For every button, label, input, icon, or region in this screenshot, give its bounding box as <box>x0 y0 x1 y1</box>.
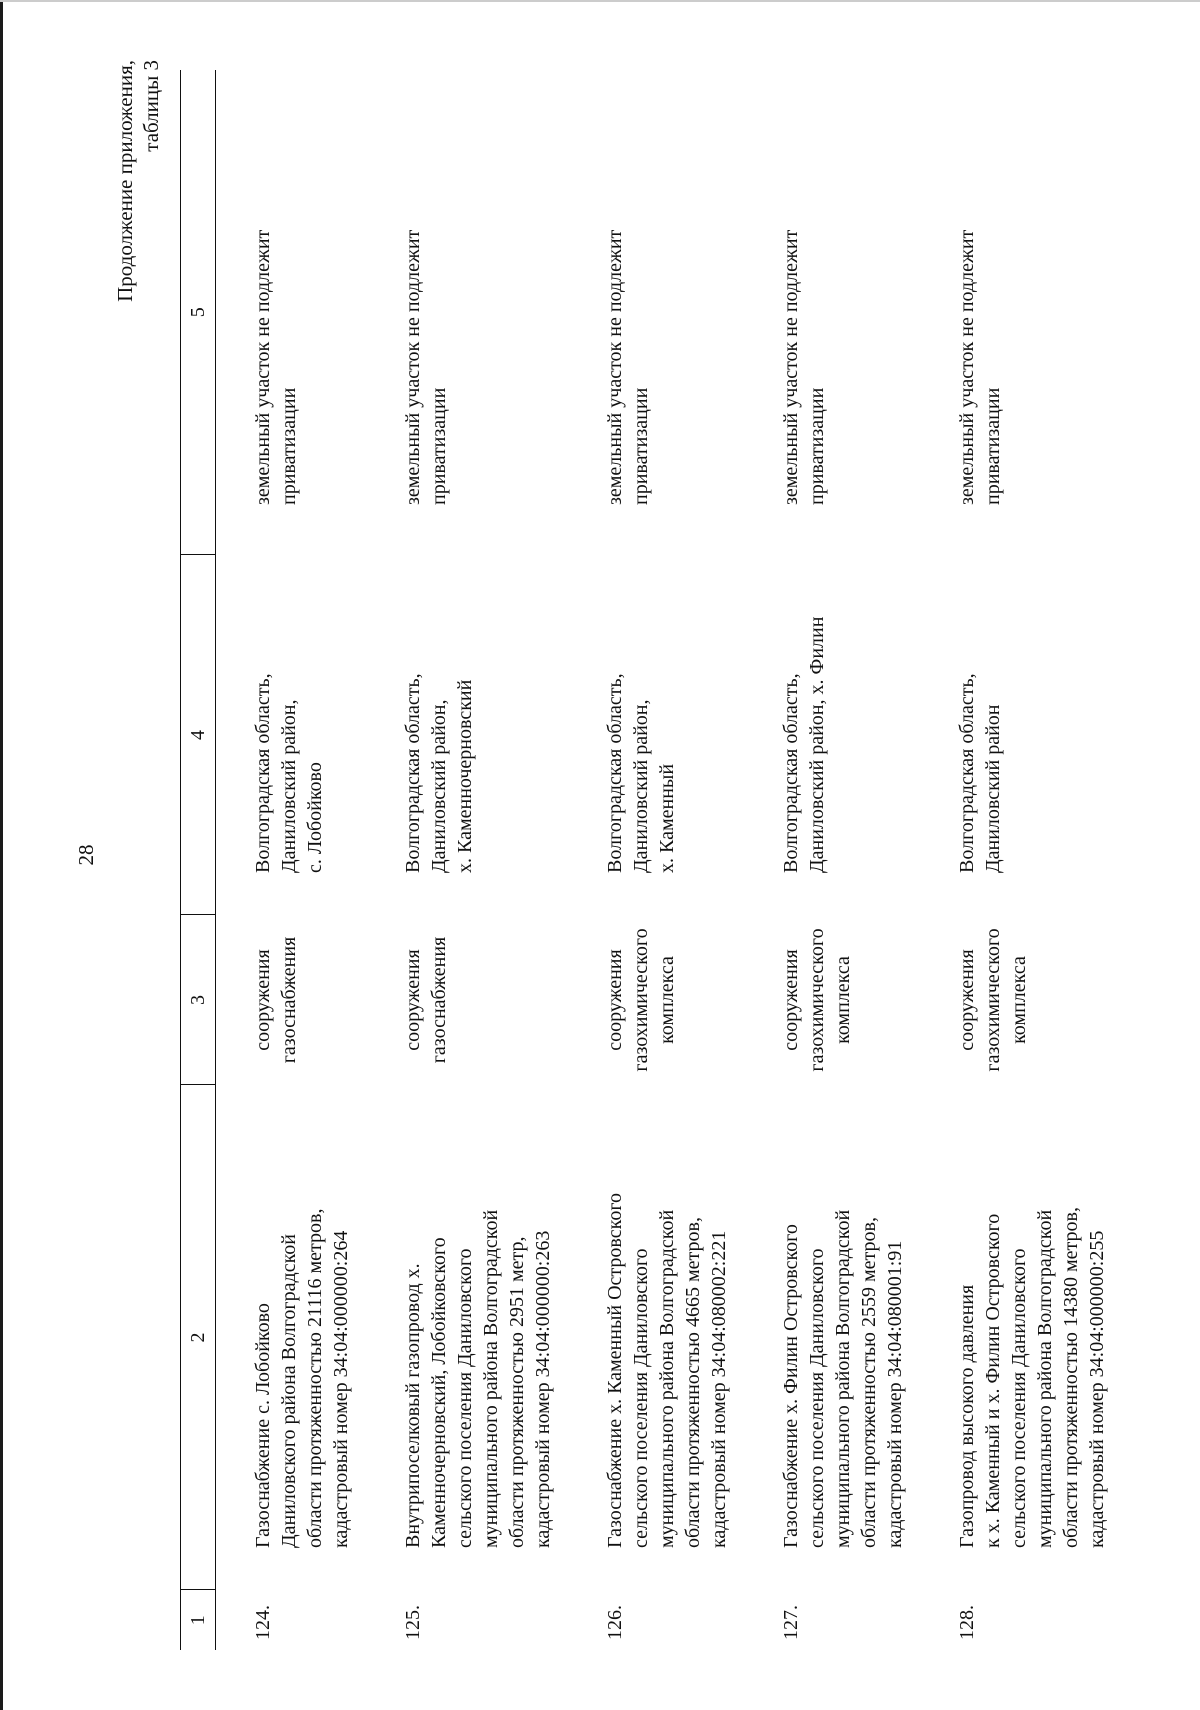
object-address: Волгоградская область, Даниловский район, х. Филин <box>780 616 828 873</box>
object-name: Газоснабжение х. Каменный Островского сельского поселения Даниловского муниципального района Волгоградской области протяженностью 4665 метров, кадастровый номер 34:04:080002:221 <box>604 1192 730 1548</box>
object-type: сооружения газохимического комплекса <box>604 928 678 1072</box>
header-col-2: 2 <box>181 1085 216 1590</box>
table-row <box>568 70 744 1650</box>
continuation-line-2: таблицы 3 <box>139 60 163 152</box>
row-number: 128. <box>956 1605 978 1640</box>
header-col-1: 1 <box>181 1590 216 1650</box>
land-note: земельный участок не подлежит приватизации <box>780 229 828 505</box>
object-address: Волгоградская область, Даниловский район, с. Лобойково <box>252 673 326 873</box>
table-header-row <box>181 70 216 1650</box>
object-address: Волгоградская область, Даниловский район, х. Каменный <box>604 673 678 873</box>
object-name: Газоснабжение с. Лобойково Даниловского района Волгоградской области протяженностью 21116 метров, кадастровый номер 34:04:000000:264 <box>252 1208 352 1548</box>
table-row <box>366 70 568 1650</box>
object-name: Внутрипоселковый газопровод х. Каменночерновский, Лобойковского сельского поселения Даниловского муниципального района Волгоградской области протяженностью 2951 метр, кадастровый номер 34:04:000000:263 <box>402 1209 554 1548</box>
object-type: сооружения газоснабжения <box>402 936 450 1064</box>
land-note: земельный участок не подлежит приватизации <box>252 229 300 505</box>
property-table <box>180 70 1122 1650</box>
row-number: 125. <box>402 1605 424 1640</box>
row-number: 126. <box>604 1605 626 1640</box>
row-number: 124. <box>252 1605 274 1640</box>
page-number: 28 <box>74 844 98 866</box>
object-type: сооружения газоснабжения <box>252 936 300 1064</box>
object-address: Волгоградская область, Даниловский район, х. Каменночерновский <box>402 673 476 873</box>
land-note: земельный участок не подлежит приватизации <box>604 229 652 505</box>
object-name: Газоснабжение х. Филин Островского сельского поселения Даниловского муниципального района Волгоградской области протяженностью 2559 метров, кадастровый номер 34:04:080001:91 <box>780 1209 906 1548</box>
row-number: 127. <box>780 1605 802 1640</box>
header-col-4: 4 <box>181 555 216 915</box>
land-note: земельный участок не подлежит приватизации <box>956 229 1004 505</box>
header-col-3: 3 <box>181 915 216 1085</box>
object-name: Газопровод высокого давления к х. Каменный и х. Филин Островского сельского поселения Даниловского муниципального района Волгоградской области протяженностью 14380 метров, кадастровый номер 34:04:000000:255 <box>956 1207 1108 1548</box>
table-row <box>216 70 367 1650</box>
continuation-note <box>112 60 164 302</box>
continuation-line-1: Продолжение приложения, <box>113 60 137 302</box>
land-note: земельный участок не подлежит приватизации <box>402 229 450 505</box>
table-row <box>920 70 1122 1650</box>
object-address: Волгоградская область, Даниловский район <box>956 673 1004 873</box>
header-col-5: 5 <box>181 70 216 555</box>
table-row <box>744 70 920 1650</box>
object-type: сооружения газохимического комплекса <box>956 928 1030 1072</box>
object-type: сооружения газохимического комплекса <box>780 928 854 1072</box>
